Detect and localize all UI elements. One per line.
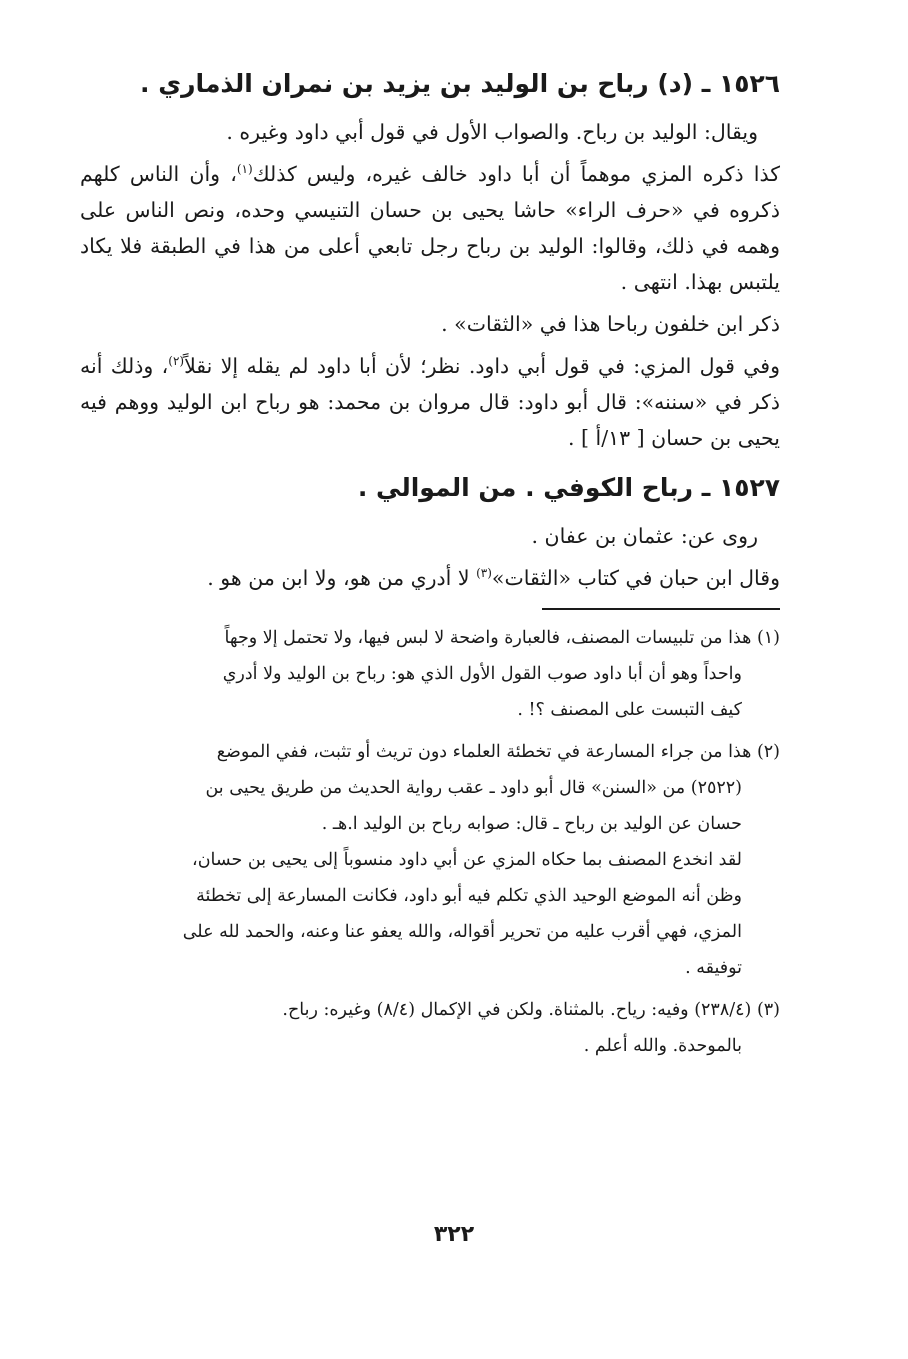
footnote-line: حسان عن الوليد بن رباح ـ قال: صوابه رباح بن الوليد ا.هـ .	[321, 814, 742, 834]
entry-paragraph: ذكر ابن خلفون رباحا هذا في «الثقات» .	[441, 312, 780, 336]
footnote-number: (٢)	[756, 742, 780, 762]
footnote-line: (٢٥٢٢) من «السنن» قال أبو داود ـ عقب رواية الحديث من طريق يحيى بن	[205, 778, 742, 798]
footnote-ref-2: (٢)	[168, 354, 185, 369]
page-number: ٣٢٢	[433, 1222, 475, 1247]
footnote-number: (١)	[756, 628, 780, 648]
paragraph-text: ، وذلك أنه ذكر في «سننه»: قال أبو داود: قال مروان بن محمد: هو رباح ابن الوليد ووهم فيه يحيى بن حسان [ ١٣/أ ] .	[80, 354, 780, 450]
footnote-ref-3: (٣)	[476, 566, 492, 581]
entry-paragraph: روى عن: عثمان بن عفان .	[531, 524, 758, 548]
footnote-2	[80, 734, 780, 986]
footnote-ref-1: (١)	[236, 162, 253, 177]
footnote-line: توفيقه .	[685, 958, 742, 978]
entry-paragraph	[80, 560, 780, 596]
paragraph-text: وقال ابن حبان في كتاب «الثقات»	[491, 566, 780, 590]
entry-paragraph: ويقال: الوليد بن رباح. والصواب الأول في قول أبي داود وغيره .	[226, 120, 758, 144]
entry-paragraph	[80, 348, 780, 456]
paragraph-text: كذا ذكره المزي موهماً أن أبا داود خالف غيره، وليس كذلك	[252, 162, 781, 186]
entry-paragraph	[80, 156, 780, 300]
footnote-line: هذا من تلبيسات المصنف، فالعبارة واضحة لا لبس فيها، ولا تحتمل إلا وجهاً	[224, 628, 752, 648]
footnote-line: واحداً وهو أن أبا داود صوب القول الأول الذي هو: رباح بن الوليد ولا أدري	[222, 664, 742, 684]
paragraph-text: وفي قول المزي: في قول أبي داود. نظر؛ لأن أبا داود لم يقله إلا نقلاً	[184, 354, 781, 378]
footnote-line: لقد انخدع المصنف بما حكاه المزي عن أبي داود منسوباً إلى يحيى بن حسان،	[192, 850, 742, 870]
footnote-line: المزي، فهي أقرب عليه من تحرير أقواله، والله يعفو عنا وعنه، والحمد لله على	[182, 922, 742, 942]
footnote-line: كيف التبست على المصنف ؟! .	[517, 700, 742, 720]
footnote-number: (٣)	[756, 1000, 780, 1020]
entry-title-1526: ١٥٢٦ ـ (د) رباح بن الوليد بن يزيد بن نمران الذماري .	[140, 69, 780, 98]
footnote-line: وظن أنه الموضع الوحيد الذي تكلم فيه أبو داود، فكانت المسارعة إلى تخطئة	[196, 886, 742, 906]
footnote-1	[80, 620, 780, 728]
page-content	[80, 58, 780, 1070]
paragraph-text: لا أدري من هو، ولا ابن من هو .	[207, 566, 477, 590]
footnote-line: هذا من جراء المسارعة في تخطئة العلماء دون تريث أو تثبت، ففي الموضع	[216, 742, 752, 762]
footnote-line: بالموحدة. والله أعلم .	[583, 1036, 742, 1056]
footnote-line: (٢٣٨/٤) وفيه: رياح. بالمثناة. ولكن في الإكمال (٨/٤) وغيره: رباح.	[282, 1000, 752, 1020]
paragraph-text: ، وأن الناس كلهم ذكروه في «حرف الراء» حاشا يحيى بن حسان التنيسي وحده، ونص الناس على وهمه في ذلك، وقالوا: الوليد بن رباح رجل تابعي أعلى من هذا في الطبقة فلا يكاد يلتبس بهذا. انتهى .	[80, 162, 780, 294]
entry-title-1527: ١٥٢٧ ـ رباح الكوفي . من الموالي .	[357, 473, 780, 502]
footnote-3	[80, 992, 780, 1064]
footnote-divider	[542, 608, 780, 610]
